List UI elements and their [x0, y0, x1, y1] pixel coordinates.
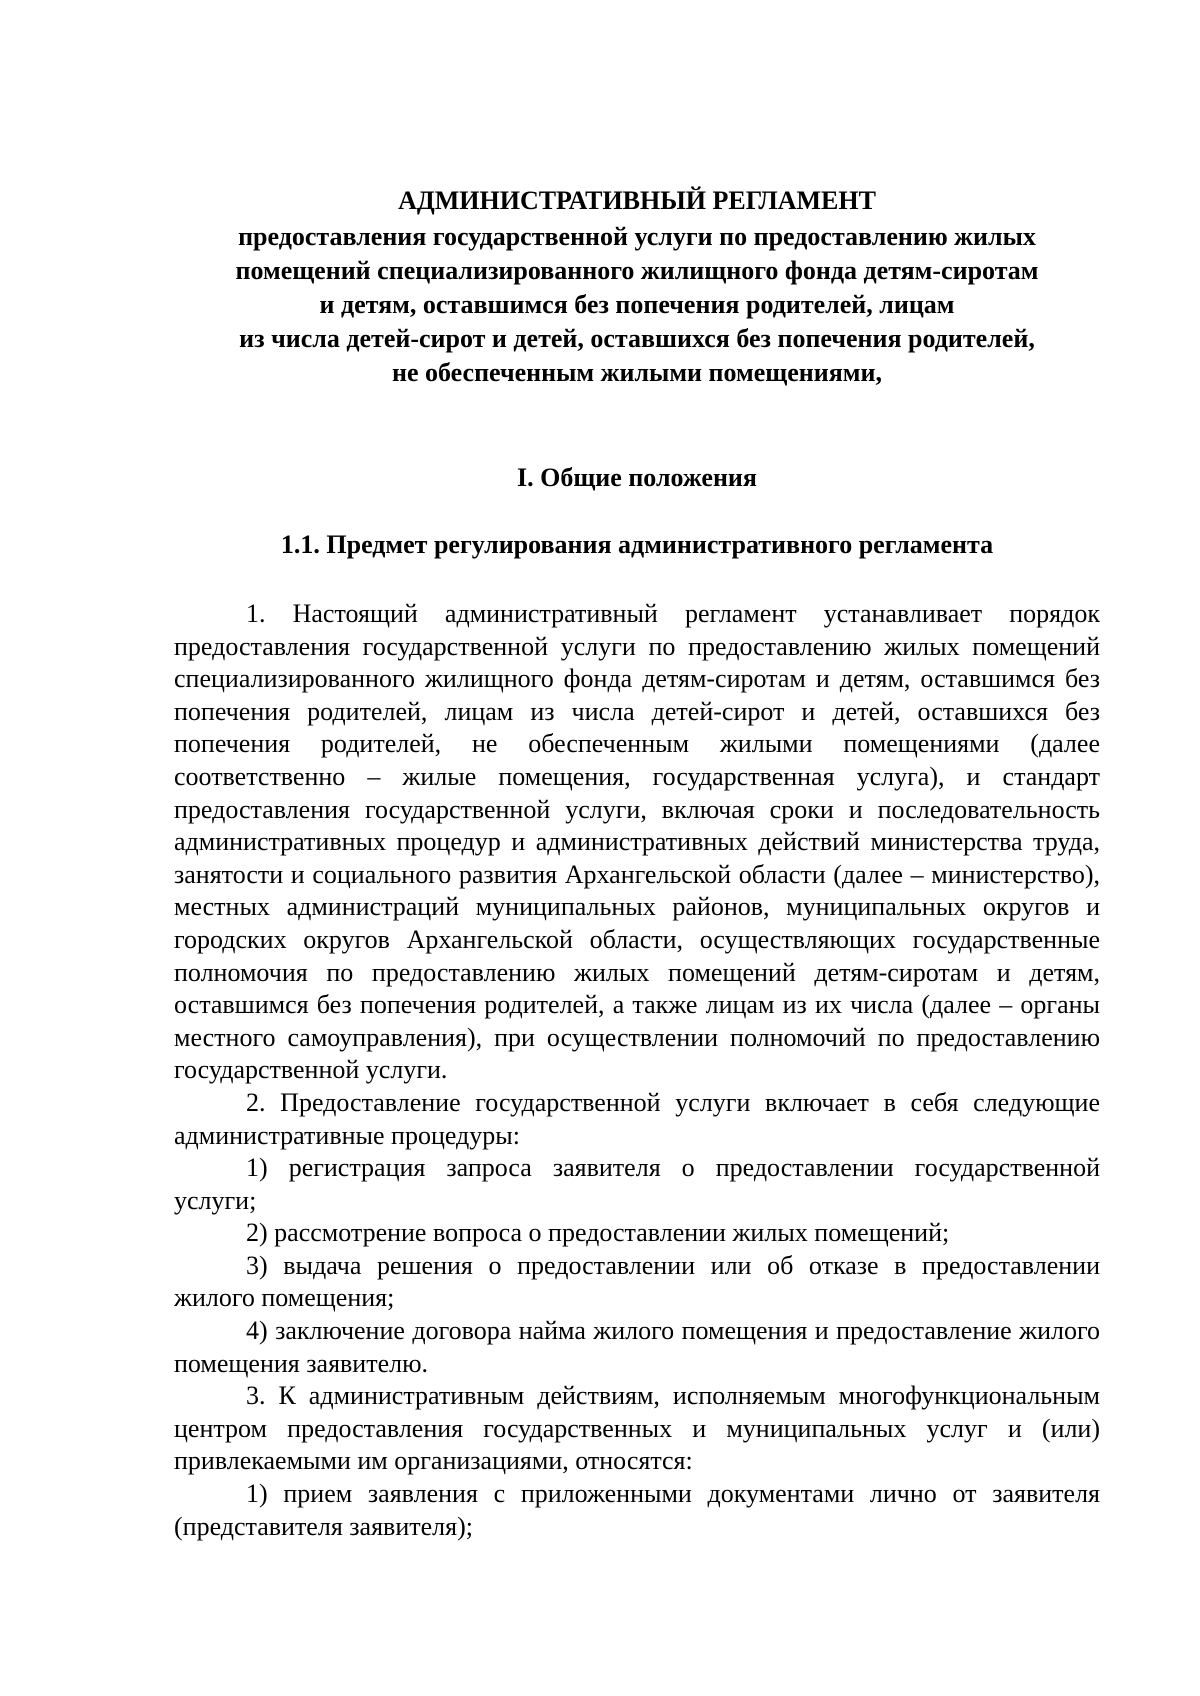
- document-title-block: [174, 184, 1100, 390]
- paragraph-2-item-1: 1) регистрация запроса заявителя о предоставлении государственной услуги;: [174, 1153, 1100, 1215]
- document-subtitle-line-4: из числа детей-сирот и детей, оставшихся без попечения родителей,: [239, 324, 1035, 353]
- document-subtitle-line-5: не обеспеченным жилыми помещениями,: [392, 358, 882, 387]
- paragraph-3: 3. К административным действиям, исполняемым многофункциональным центром предоставления государственных и муниципальных услуг и (или) привлекаемыми им организациями, относятся:: [174, 1381, 1100, 1476]
- document-title: АДМИНИСТРАТИВНЫЙ РЕГЛАМЕНТ: [398, 186, 876, 215]
- paragraph-2: 2. Предоставление государственной услуги включает в себя следующие административные процедуры:: [174, 1087, 1100, 1150]
- paragraph-1: 1. Настоящий административный регламент устанавливает порядок предоставления государственной услуги по предоставлению жилых помещений специализированного жилищного фонда детям-сиротам и детям, оставшимся без попечения родителей, лицам из числа детей-сирот и детей, оставшихся без попечения родителей, не обеспеченным жилыми помещениями (далее соответственно – жилые помещения, государственная услуга), и стандарт предоставления государственной услуги, включая сроки и последовательность административных процедур и административных действий министерства труда, занятости и социального развития Архангельской области (далее – министерство), местных администраций муниципальных районов, муниципальных округов и городских округов Архангельской области, осуществляющих государственные полномочия по предоставлению жилых помещений детям-сиротам и детям, оставшимся без попечения родителей, а также лицам из их числа (далее – органы местного самоуправления), при осуществлении полномочий по предоставлению государственной услуги.: [174, 599, 1100, 1085]
- paragraph-2-item-3: 3) выдача решения о предоставлении или об отказе в предоставлении жилого помещения;: [174, 1250, 1100, 1313]
- section-heading: I. Общие положения: [517, 463, 757, 492]
- paragraph-2-item-4: 4) заключение договора найма жилого помещения и предоставление жилого помещения заявителю.: [174, 1316, 1100, 1378]
- document-subtitle-line-1: предоставления государственной услуги по предоставлению жилых: [238, 222, 1036, 251]
- paragraph-2-item-2: 2) рассмотрение вопроса о предоставлении жилых помещений;: [246, 1218, 950, 1248]
- document-subtitle-line-3: и детям, оставшимся без попечения родителей, лицам: [319, 290, 955, 319]
- document-subtitle-line-2: помещений специализированного жилищного фонда детям-сиротам: [235, 256, 1039, 285]
- document-body: [174, 598, 1100, 1543]
- paragraph-3-item-1: 1) прием заявления с приложенными документами лично от заявителя (представителя заявителя);: [174, 1479, 1100, 1541]
- subsection-heading: 1.1. Предмет регулирования административного регламента: [280, 530, 994, 559]
